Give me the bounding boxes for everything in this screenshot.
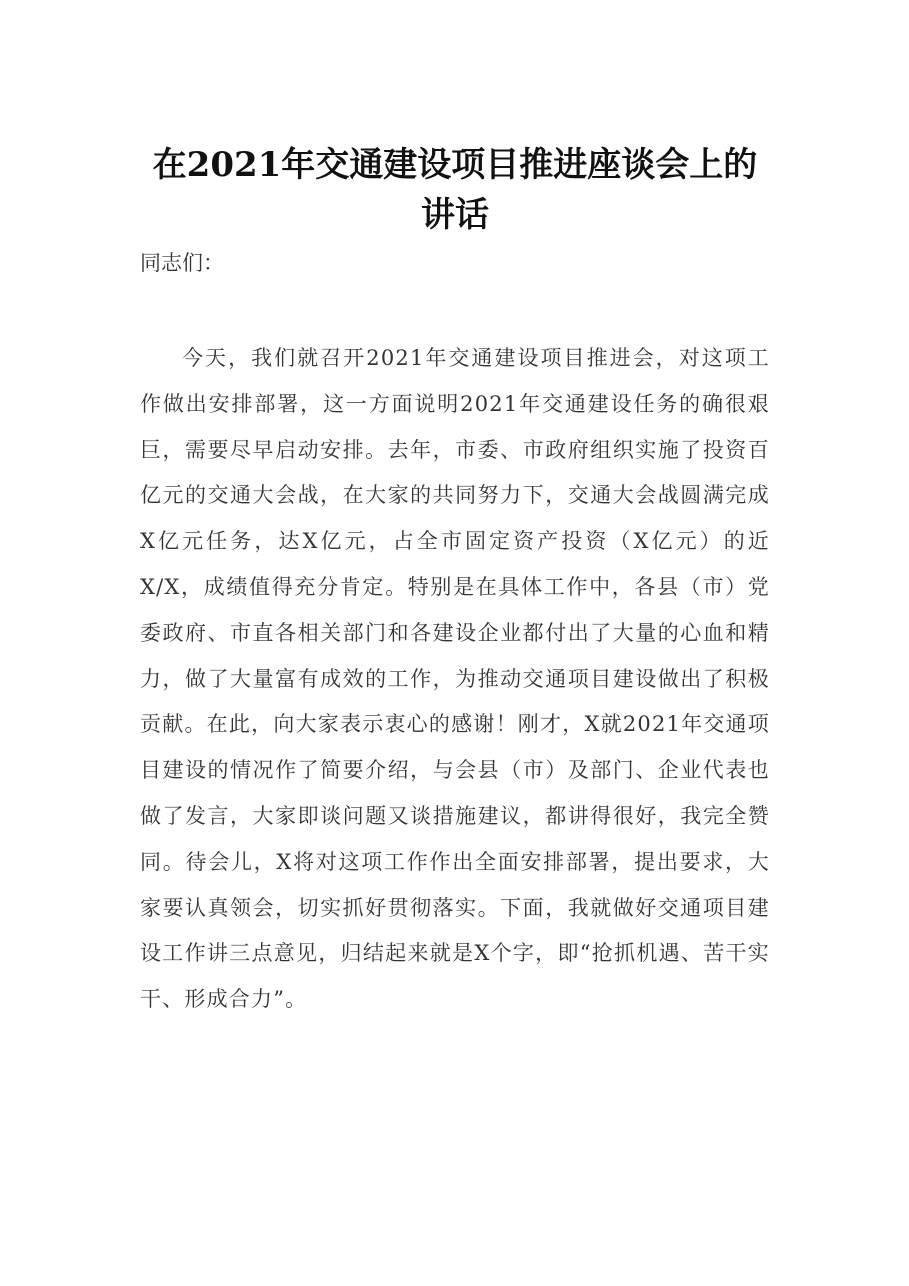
document-title: 在2021年交通建设项目推进座谈会上的讲话 [152,145,758,235]
salutation: 同志们： [140,251,224,275]
body-paragraph: 今天，我们就召开2021年交通建设项目推进会，对这项工作做出安排部署，这一方面说明2021年交通建设任务的确很艰巨，需要尽早启动安排。去年，市委、市政府组织实施了投资百亿元的交通大会战，在大家的共同努力下，交通大会战圆满完成X亿元任务，达X亿元，占全市固定资产投资（X亿元）的近X/X，成绩值得充分肯定。特别是在具体工作中，各县（市）党委政府、市直各相关部门和各建设企业都付出了大量的心血和精力，做了大量富有成效的工作，为推动交通项目建设做出了积极贡献。在此，向大家表示衷心的感谢！刚才，X就2021年交通项目建设的情况作了简要介绍，与会县（市）及部门、企业代表也做了发言，大家即谈问题又谈措施建议，都讲得很好，我完全赞同。待会儿，X将对这项工作作出全面安排部署，提出要求，大家要认真领会，切实抓好贯彻落实。下面，我就做好交通项目建设工作讲三点意见，归结起来就是X个字，即“抢抓机遇、苦干实干、形成合力”。 [140,346,770,1012]
